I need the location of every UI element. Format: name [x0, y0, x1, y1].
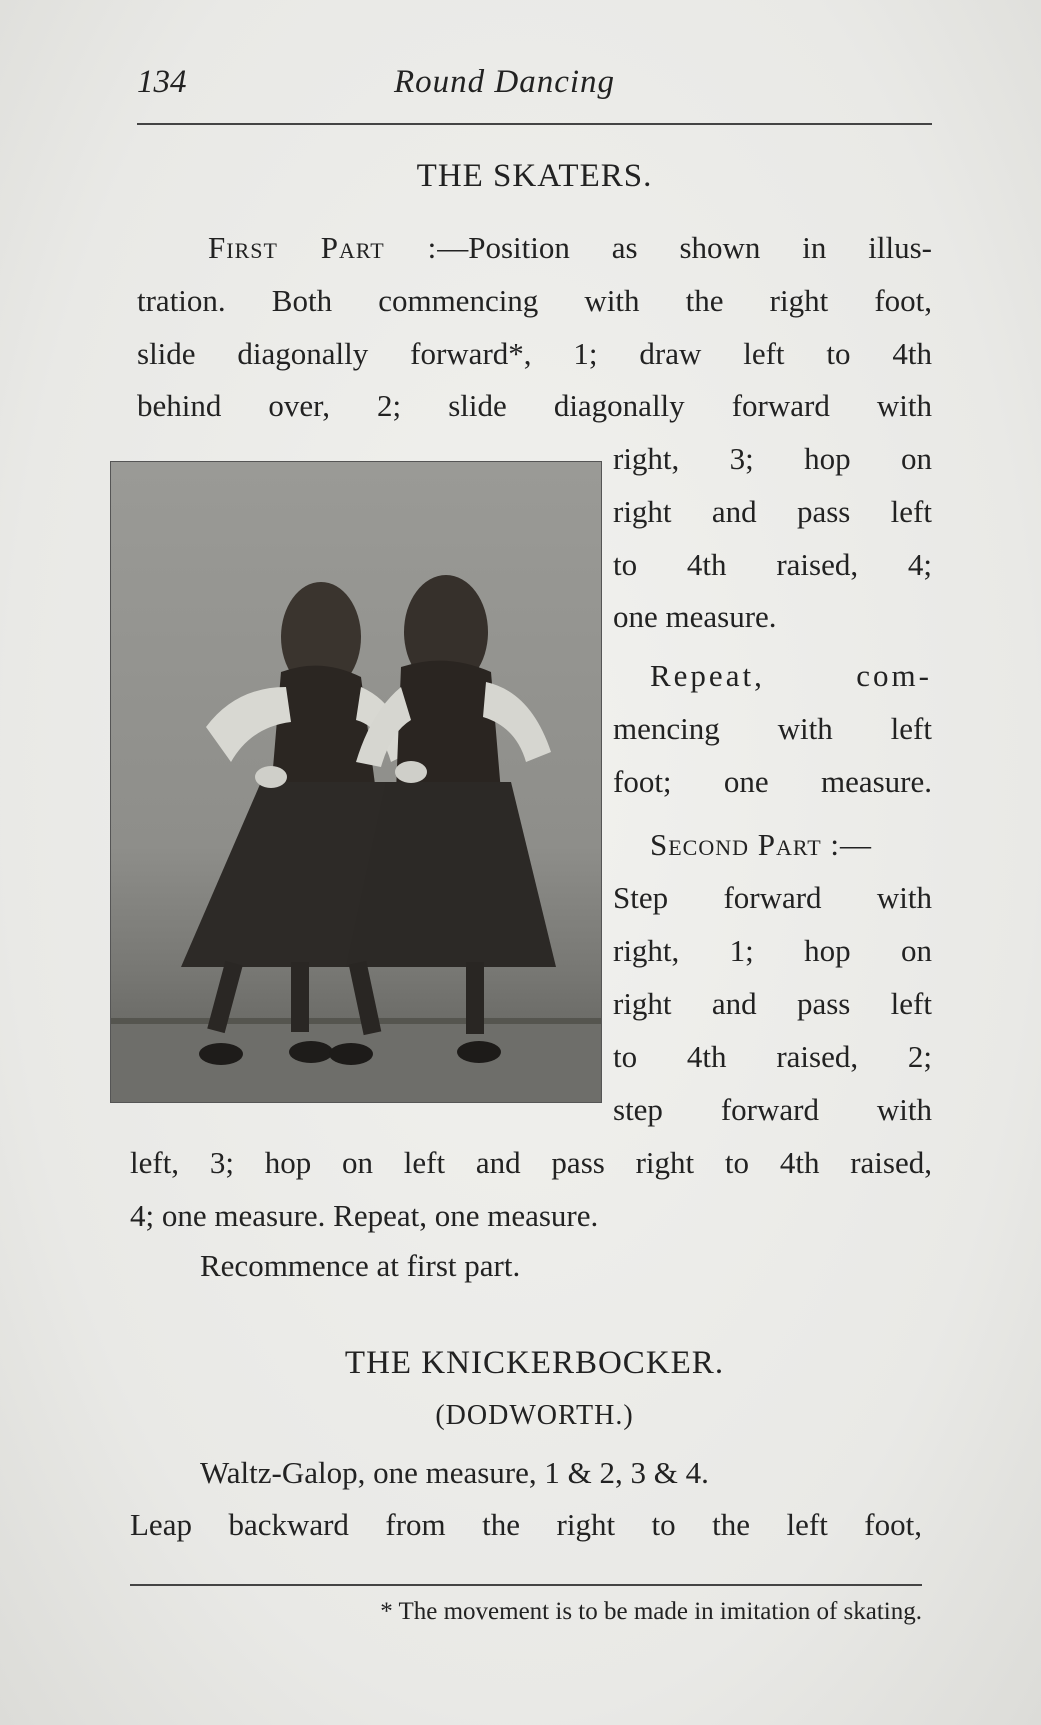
- section-subtitle: (DODWORTH.): [435, 1400, 634, 1431]
- first-part-label: First Part :: [208, 230, 438, 265]
- running-head: Round Dancing: [393, 64, 616, 100]
- paragraph-line: left, 3; hop on left and pass right to 4th raised,: [130, 1145, 932, 1180]
- header-rule: [137, 123, 932, 125]
- paragraph-line: First Part :—Position as shown in illus-: [208, 230, 932, 265]
- side-line: to 4th raised, 2;: [613, 1039, 932, 1074]
- illustration-photo: [110, 461, 602, 1103]
- second-part-label: Second Part :—: [650, 827, 873, 862]
- side-line: right and pass left: [613, 494, 932, 529]
- side-line: foot; one measure.: [613, 764, 932, 799]
- side-line: one measure.: [613, 599, 777, 634]
- paragraph-line: Waltz-Galop, one measure, 1 & 2, 3 & 4.: [200, 1455, 709, 1490]
- paragraph-line: 4; one measure. Repeat, one measure.: [130, 1198, 599, 1233]
- side-line: step forward with: [613, 1092, 932, 1127]
- section-title-knickerbocker: THE KNICKERBOCKER.: [344, 1345, 725, 1381]
- side-line: right and pass left: [613, 986, 932, 1021]
- side-line: to 4th raised, 4;: [613, 547, 932, 582]
- paragraph-line: tration. Both commencing with the right foot,: [137, 283, 932, 318]
- side-line: Repeat, com-: [650, 658, 932, 693]
- dancers-figure: [111, 462, 601, 1102]
- side-line: right, 3; hop on: [613, 441, 932, 476]
- section-title-skaters: THE SKATERS.: [416, 158, 653, 194]
- footnote-rule: [130, 1584, 922, 1586]
- page-number: 134: [137, 64, 187, 100]
- page-header: [137, 60, 932, 110]
- footnote: * The movement is to be made in imitation of skating.: [380, 1598, 922, 1625]
- side-line: Step forward with: [613, 880, 932, 915]
- paragraph-line: Recommence at first part.: [200, 1248, 521, 1283]
- paragraph-line: Leap backward from the right to the left foot,: [130, 1507, 922, 1542]
- paragraph-line: behind over, 2; slide diagonally forward with: [137, 388, 932, 423]
- side-line: mencing with left: [613, 711, 932, 746]
- side-line: right, 1; hop on: [613, 933, 932, 968]
- paragraph-line: slide diagonally forward*, 1; draw left to 4th: [137, 336, 932, 371]
